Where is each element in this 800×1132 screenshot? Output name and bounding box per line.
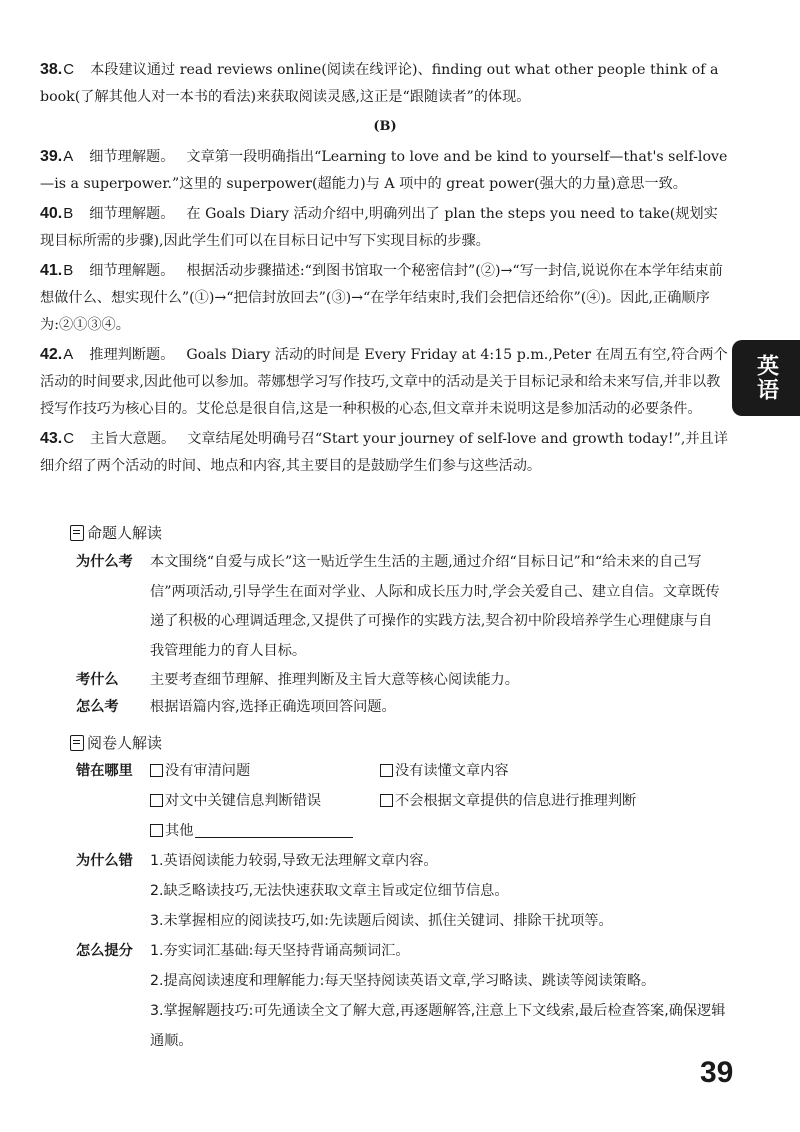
- question-type: 主旨大意题。: [90, 431, 176, 447]
- improve-list: [76, 936, 736, 1056]
- question-explanation: 根据活动步骤描述:“到图书馆取一个秘密信封”(②)→“写一封信,说说你在本学年结束前想做什么、想实现什么”(①)→“把信封放回去”(③)→“在学年结束时,我们会把信还给你”(④)。因此,正确顺序为:②①③④。: [40, 263, 723, 333]
- option-other[interactable]: 其他: [150, 820, 353, 840]
- question-explanation: 文章第一段明确指出“Learning to love and be kind to yourself—that's self-love—is a superpower.”这里的 superpower(超能力)与 A 项中的 great power(强大的力量)意思一致。: [40, 149, 728, 192]
- setter-heading-text: 命题人解读: [87, 524, 163, 542]
- list-item: 3.未掌握相应的阅读技巧,如:先读题后阅读、抓住关键词、排除干扰项等。: [150, 913, 613, 929]
- subject-tab: 英语: [732, 340, 800, 416]
- question-explanation: 在 Goals Diary 活动介绍中,明确列出了 plan the steps you need to take(规划实现目标所需的步骤),因此学生们可以在目标日记中写下实现目标的步骤。: [40, 206, 718, 249]
- option-not-understand[interactable]: 没有读懂文章内容: [380, 760, 509, 780]
- what-tested-text: 主要考查细节理解、推理判断及主旨大意等核心阅读能力。: [150, 672, 519, 688]
- question-explanation: Goals Diary 活动的时间是 Every Friday at 4:15 p.m.,Peter 在周五有空,符合两个活动的时间要求,因此他可以参加。蒂娜想学习写作技巧,文章中的活动是关于目标记录和给未来写信,并非以教授写作技巧为核心目的。艾伦总是很自信,这是一种积极的心态,但文章并未说明这是参加活动的必要条件。: [40, 347, 728, 417]
- why-wrong-list: [76, 846, 736, 936]
- question-number: 43.: [40, 430, 63, 447]
- checkbox[interactable]: [150, 764, 163, 777]
- list-item: 2.缺乏略读技巧,无法快速获取文章主旨或定位细节信息。: [150, 883, 509, 899]
- question-40: [40, 200, 730, 255]
- question-explanation: 本段建议通过 read reviews online(阅读在线评论)、finding out what other people think of a book(了解其他人对一本书的看法)来获取阅读灵感,这正是“跟随读者”的体现。: [40, 62, 719, 105]
- question-type: 推理判断题。: [89, 347, 175, 363]
- question-41: [40, 257, 730, 339]
- list-item: 3.掌握解题技巧:可先通读全文了解大意,再逐题解答,注意上下文线索,最后检查答案,确保逻辑通顺。: [150, 1003, 726, 1049]
- how-tested-row: [76, 693, 726, 723]
- option-misread-question[interactable]: 没有审清问题: [150, 760, 250, 780]
- grader-heading: [70, 732, 162, 753]
- question-43: [40, 425, 730, 480]
- list-item: 1.英语阅读能力较弱,导致无法理解文章内容。: [150, 853, 438, 869]
- what-tested-row: [76, 666, 726, 696]
- error-label: 错在哪里: [76, 763, 133, 779]
- question-number: 39.: [40, 148, 63, 165]
- fill-in-blank[interactable]: [195, 823, 353, 838]
- answer-explanations: [40, 56, 730, 482]
- question-number: 38.: [40, 61, 63, 78]
- question-answer: C: [63, 61, 75, 78]
- how-tested-label: 怎么考: [76, 699, 119, 715]
- grader-heading-text: 阅卷人解读: [87, 734, 163, 752]
- why-tested-row: [76, 548, 726, 666]
- question-number: 42.: [40, 346, 63, 363]
- checkbox[interactable]: [150, 824, 163, 837]
- checkbox[interactable]: [380, 794, 393, 807]
- question-answer: C: [63, 430, 75, 447]
- checkbox[interactable]: [150, 794, 163, 807]
- question-type: 细节理解题。: [89, 149, 175, 165]
- setter-heading: [70, 522, 162, 543]
- how-tested-text: 根据语篇内容,选择正确选项回答问题。: [150, 699, 396, 715]
- section-label-b: (B): [373, 119, 397, 134]
- question-answer: B: [63, 262, 74, 279]
- page-number: 39: [700, 1056, 734, 1089]
- why-wrong-label: 为什么错: [76, 853, 133, 869]
- question-39: [40, 143, 730, 198]
- document-icon: [70, 525, 84, 541]
- list-item: 1.夯实词汇基础:每天坚持背诵高频词汇。: [150, 943, 410, 959]
- why-tested-text: 本文围绕“自爱与成长”这一贴近学生生活的主题,通过介绍“目标日记”和“给未来的自己写信”两项活动,引导学生在面对学业、人际和成长压力时,学会关爱自己、建立自信。文章既传递了积极的心理调适理念,又提供了可操作的实践方法,契合初中阶段培养学生心理健康与自我管理能力的育人目标。: [150, 554, 720, 659]
- why-tested-label: 为什么考: [76, 554, 133, 570]
- question-42: [40, 341, 730, 423]
- question-type: 细节理解题。: [89, 206, 175, 222]
- what-tested-label: 考什么: [76, 672, 119, 688]
- option-no-inference[interactable]: 不会根据文章提供的信息进行推理判断: [380, 790, 636, 810]
- list-item: 2.提高阅读速度和理解能力:每天坚持阅读英语文章,学习略读、跳读等阅读策略。: [150, 973, 656, 989]
- improve-label: 怎么提分: [76, 943, 133, 959]
- question-explanation: 文章结尾处明确号召“Start your journey of self-love and growth today!”,并且详细介绍了两个活动的时间、地点和内容,其主要目的是鼓励学生们参与这些活动。: [40, 431, 728, 474]
- document-icon: [70, 735, 84, 751]
- question-answer: A: [63, 346, 74, 363]
- checkbox[interactable]: [380, 764, 393, 777]
- question-number: 40.: [40, 205, 63, 222]
- question-type: 细节理解题。: [89, 263, 175, 279]
- question-38: [40, 56, 730, 111]
- question-answer: A: [63, 148, 74, 165]
- question-answer: B: [63, 205, 74, 222]
- question-number: 41.: [40, 262, 63, 279]
- option-wrong-judgement[interactable]: 对文中关键信息判断错误: [150, 790, 321, 810]
